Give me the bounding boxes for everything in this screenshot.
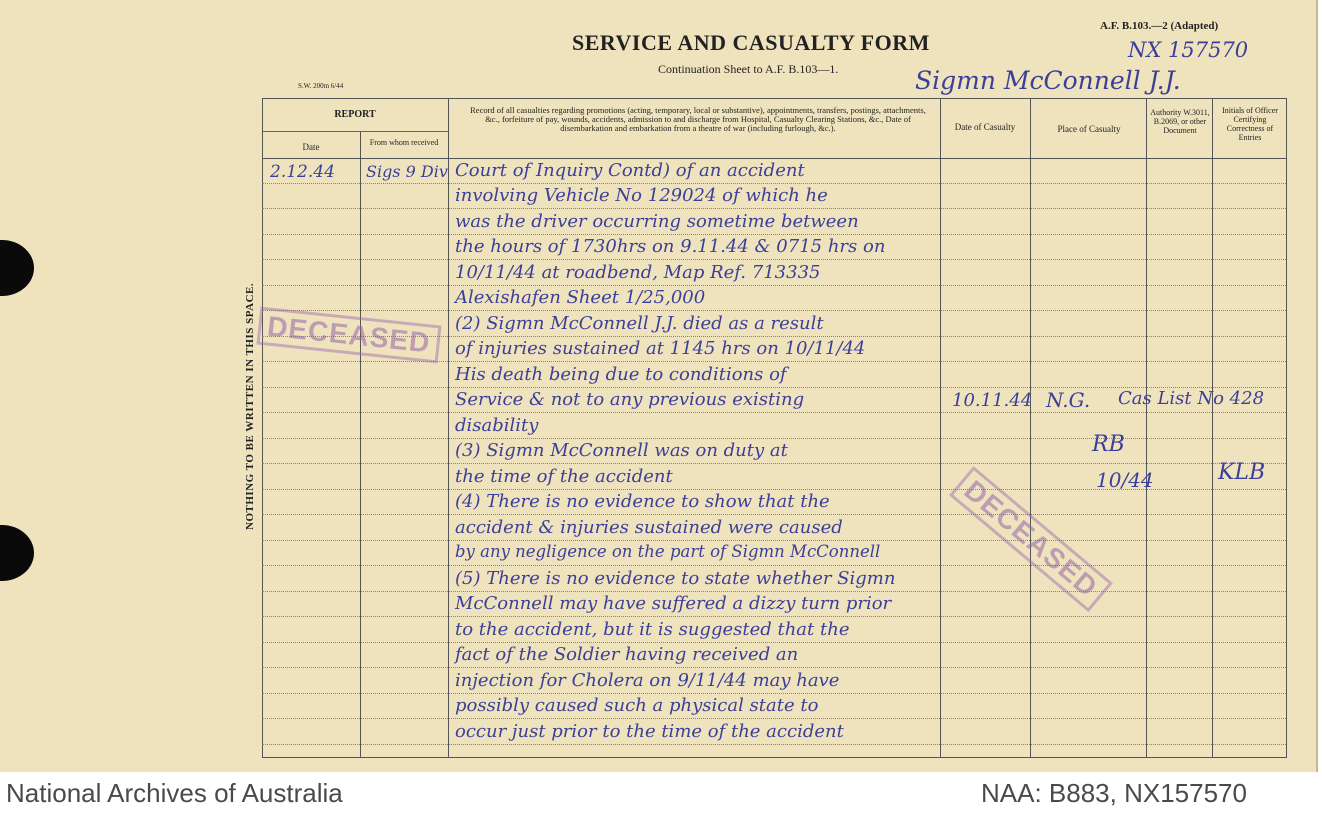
- ruled-line: [262, 285, 1286, 286]
- entry-initials-date: 10/44: [1096, 468, 1154, 492]
- record-line: the hours of 1730hrs on 9.11.44 & 0715 hrs on: [455, 236, 886, 257]
- entry-date-of-casualty: 10.11.44: [952, 390, 1033, 411]
- ruled-line: [262, 667, 1286, 668]
- record-line: fact of the Soldier having received an: [455, 644, 799, 665]
- place-of-casualty-header: Place of Casualty: [1057, 124, 1121, 134]
- record-line: (2) Sigmn McConnell J.J. died as a result: [455, 313, 824, 334]
- record-line: by any negligence on the part of Sigmn McConnell: [455, 542, 881, 561]
- ruled-line: [262, 514, 1286, 515]
- record-line: His death being due to conditions of: [455, 364, 787, 385]
- record-line: injection for Cholera on 9/11/44 may have: [455, 670, 840, 691]
- record-line: of injuries sustained at 1145 hrs on 10/11/44: [455, 338, 866, 359]
- form-title: SERVICE AND CASUALTY FORM: [572, 30, 930, 55]
- record-line: the time of the accident: [455, 466, 673, 487]
- date-header: Date: [302, 142, 320, 152]
- record-line: 10/11/44 at roadbend, Map Ref. 713335: [455, 262, 821, 283]
- record-line: accident & injuries sustained were caused: [455, 517, 843, 538]
- entry-from-whom: Sigs 9 Div: [366, 162, 448, 181]
- entry-date: 2.12.44: [270, 162, 335, 182]
- form-subtitle: Continuation Sheet to A.F. B.103—1.: [658, 62, 839, 76]
- record-line: Service & not to any previous existing: [455, 389, 805, 410]
- report-header: REPORT: [334, 109, 376, 120]
- record-line: was the driver occurring sometime between: [455, 211, 859, 232]
- ruled-line: [262, 744, 1286, 745]
- from-whom-header: From whom received: [369, 138, 439, 147]
- handwritten-soldier-name: Sigmn McConnell J.J.: [915, 66, 1181, 95]
- archive-reference: NAA: B883, NX157570: [981, 778, 1247, 808]
- ruled-line: [262, 693, 1286, 694]
- punch-hole-top: [0, 240, 34, 296]
- col-rule-date: [360, 131, 361, 758]
- record-line: Court of Inquiry Contd) of an accident: [455, 160, 805, 181]
- ruled-line: [262, 463, 1286, 464]
- ruled-line: [262, 540, 1286, 541]
- ruled-line: [262, 310, 1286, 311]
- ruled-line: [262, 208, 1286, 209]
- margin-instruction: NOTHING TO BE WRITTEN IN THIS SPACE.: [244, 282, 256, 530]
- col-rule-place: [1146, 98, 1147, 758]
- col-rule-from: [448, 98, 449, 758]
- punch-hole-bottom: [0, 525, 34, 581]
- col-rule-date-casualty: [1030, 98, 1031, 758]
- record-line: occur just prior to the time of the accident: [455, 721, 844, 742]
- col-rule-left: [262, 98, 263, 758]
- deceased-stamp: DECEASED: [257, 307, 442, 364]
- entry-initials-officer: KLB: [1218, 460, 1266, 485]
- form-reference: A.F. B.103.—2 (Adapted): [1100, 20, 1219, 32]
- record-header: Record of all casualties regarding promotions (acting, temporary, local or substantive), appointments, transfers, postings, attachments, &c., forfeiture of pay, wounds, accidents, admission to and discharge from Hospital, Casualty Clearing Stations, &c., Date of disembarkation and embarkation from a theatre of war (including furlough, &c.).: [470, 105, 926, 133]
- ruled-line: [262, 642, 1286, 643]
- ruled-line: [262, 718, 1286, 719]
- record-line: (4) There is no evidence to show that the: [455, 491, 830, 512]
- header-bottom-rule: [262, 158, 1286, 159]
- col-rule-authority: [1212, 98, 1213, 758]
- ruled-line: [262, 616, 1286, 617]
- ruled-line: [262, 412, 1286, 413]
- record-line: disability: [455, 415, 539, 436]
- table-bottom-border: [262, 757, 1286, 758]
- initials-header: Initials of Officer Certifying Correctness of Entries: [1222, 106, 1278, 142]
- report-subheader-rule: [262, 131, 448, 132]
- date-of-casualty-header: Date of Casualty: [954, 122, 1016, 132]
- record-line: (3) Sigmn McConnell was on duty at: [455, 440, 788, 461]
- entry-initials-signature: RB: [1092, 432, 1125, 457]
- ruled-line: [262, 438, 1286, 439]
- record-line: Alexishafen Sheet 1/25,000: [455, 287, 706, 308]
- handwritten-service-number: NX 157570: [1128, 38, 1249, 62]
- record-line: to the accident, but it is suggested that the: [455, 619, 850, 640]
- record-line: (5) There is no evidence to state whether Sigmn: [455, 568, 896, 589]
- col-rule-record: [940, 98, 941, 758]
- entry-authority: Cas List No 428: [1118, 388, 1265, 409]
- ruled-line: [262, 591, 1286, 592]
- record-line: possibly caused such a physical state to: [455, 695, 819, 716]
- col-rule-right: [1286, 98, 1287, 758]
- authority-header: Authority W.3011, B.2069, or other Document: [1150, 108, 1210, 135]
- table-top-border: [262, 98, 1286, 99]
- entry-place-of-casualty: N.G.: [1046, 388, 1091, 412]
- deceased-stamp: DECEASED: [949, 466, 1113, 612]
- print-code: S.W. 200m 6/44: [298, 82, 344, 90]
- archive-name: National Archives of Australia: [6, 778, 343, 808]
- ruled-line: [262, 565, 1286, 566]
- ruled-line: [262, 183, 1286, 184]
- record-line: involving Vehicle No 129024 of which he: [455, 185, 828, 206]
- record-line: McConnell may have suffered a dizzy turn prior: [455, 593, 892, 614]
- ruled-line: [262, 259, 1286, 260]
- ruled-line: [262, 234, 1286, 235]
